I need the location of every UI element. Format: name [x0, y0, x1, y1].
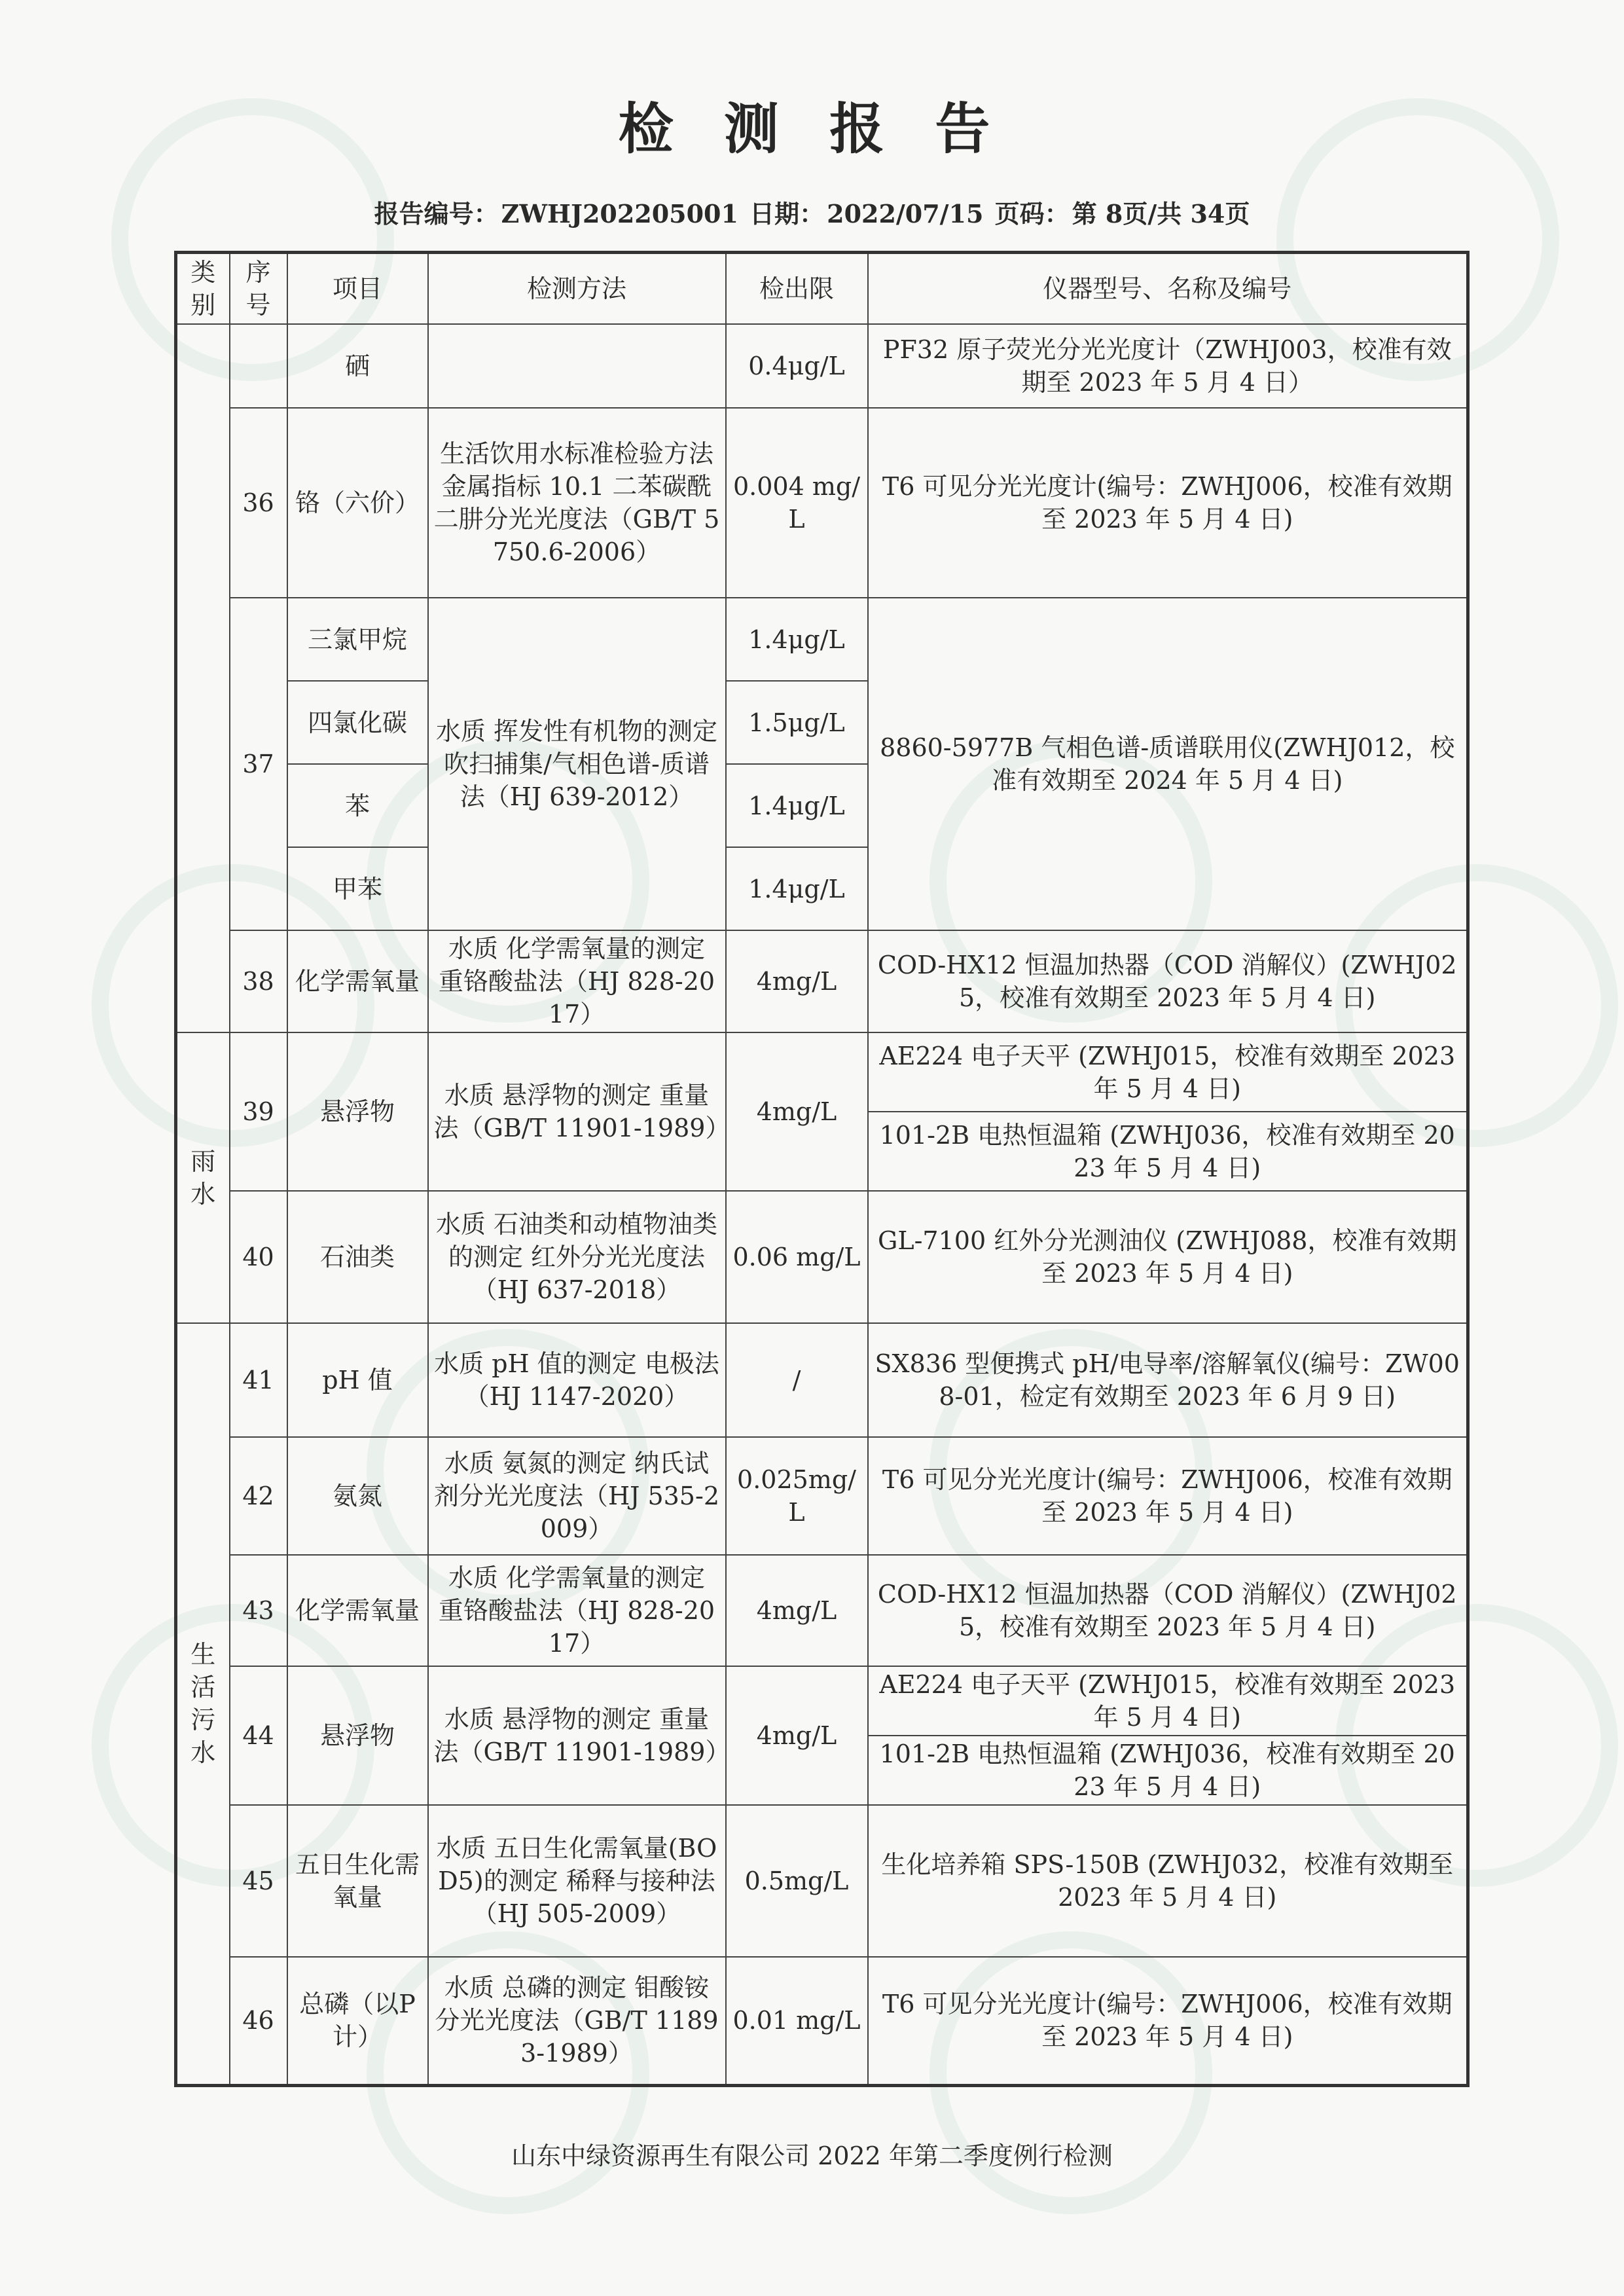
report-no-label: 报告编号：	[374, 199, 499, 228]
row-no: 38	[230, 930, 287, 1032]
table-row	[176, 1323, 1468, 1437]
header-item: 项目	[287, 253, 428, 325]
row-method: 水质 化学需氧量的测定 重铬酸盐法（HJ 828-2017）	[428, 930, 726, 1032]
row-no: 36	[230, 408, 287, 598]
row-limit: 1.4μg/L	[726, 598, 868, 681]
row-limit: 0.06 mg/L	[726, 1191, 868, 1323]
table-row	[176, 598, 1468, 681]
row-no: 41	[230, 1323, 287, 1437]
row-item: 硒	[287, 324, 428, 408]
category-label: 雨水	[176, 1032, 230, 1323]
row-limit: 4mg/L	[726, 930, 868, 1032]
row-instrument: 101-2B 电热恒温箱 (ZWHJ036，校准有效期至 2023 年 5 月 4 日)	[868, 1736, 1468, 1805]
row-instrument: COD-HX12 恒温加热器（COD 消解仪）(ZWHJ025，校准有效期至 2023 年 5 月 4 日)	[868, 930, 1468, 1032]
row-item: 总磷（以P 计）	[287, 1957, 428, 2085]
row-method: 水质 石油类和动植物油类的测定 红外分光光度法（HJ 637-2018）	[428, 1191, 726, 1323]
row-instrument: AE224 电子天平 (ZWHJ015，校准有效期至 2023 年 5 月 4 日)	[868, 1032, 1468, 1112]
row-limit: 0.025mg/L	[726, 1437, 868, 1555]
header-seq: 序号	[230, 253, 287, 325]
row-method: 水质 pH 值的测定 电极法（HJ 1147-2020）	[428, 1323, 726, 1437]
table-row	[176, 1666, 1468, 1736]
row-instrument: 101-2B 电热恒温箱 (ZWHJ036，校准有效期至 2023 年 5 月 4 日)	[868, 1112, 1468, 1191]
row-instrument: 8860-5977B 气相色谱-质谱联用仪(ZWHJ012，校准有效期至 2024 年 5 月 4 日)	[868, 598, 1468, 930]
row-item: 悬浮物	[287, 1032, 428, 1191]
row-no: 45	[230, 1805, 287, 1957]
row-item: 石油类	[287, 1191, 428, 1323]
table-row	[176, 1555, 1468, 1666]
row-item: 化学需氧量	[287, 1555, 428, 1666]
row-no: 44	[230, 1666, 287, 1805]
row-method: 水质 悬浮物的测定 重量法（GB/T 11901-1989）	[428, 1666, 726, 1805]
row-limit: 1.4μg/L	[726, 847, 868, 930]
table-row	[176, 324, 1468, 408]
header-limit: 检出限	[726, 253, 868, 325]
table-header-row	[176, 253, 1468, 325]
page-number: 第 8页/共 34页	[1072, 199, 1250, 228]
row-limit: /	[726, 1323, 868, 1437]
row-method: 水质 挥发性有机物的测定 吹扫捕集/气相色谱-质谱法（HJ 639-2012）	[428, 598, 726, 930]
table-row	[176, 1032, 1468, 1112]
row-item: 铬（六价）	[287, 408, 428, 598]
row-instrument: T6 可见分光光度计(编号：ZWHJ006，校准有效期至 2023 年 5 月 4 日)	[868, 1437, 1468, 1555]
row-instrument: SX836 型便携式 pH/电导率/溶解氧仪(编号：ZW008-01，检定有效期至 2023 年 6 月 9 日)	[868, 1323, 1468, 1437]
row-no: 39	[230, 1032, 287, 1191]
row-no: 40	[230, 1191, 287, 1323]
row-method: 水质 五日生化需氧量(BOD5)的测定 稀释与接种法（HJ 505-2009）	[428, 1805, 726, 1957]
row-instrument: T6 可见分光光度计(编号：ZWHJ006，校准有效期至 2023 年 5 月 4 日)	[868, 1957, 1468, 2085]
row-instrument: GL-7100 红外分光测油仪 (ZWHJ088，校准有效期至 2023 年 5 月 4 日)	[868, 1191, 1468, 1323]
row-limit: 4mg/L	[726, 1032, 868, 1191]
row-method: 水质 悬浮物的测定 重量法（GB/T 11901-1989）	[428, 1032, 726, 1191]
row-limit: 0.004 mg/L	[726, 408, 868, 598]
row-item: 三氯甲烷	[287, 598, 428, 681]
row-no	[230, 324, 287, 408]
category-cell	[176, 324, 230, 1032]
row-method: 水质 氨氮的测定 纳氏试剂分光光度法（HJ 535-2009）	[428, 1437, 726, 1555]
row-no: 46	[230, 1957, 287, 2085]
header-category: 类别	[176, 253, 230, 325]
page-footer: 山东中绿资源再生有限公司 2022 年第二季度例行检测	[511, 2141, 1113, 2170]
row-item: 氨氮	[287, 1437, 428, 1555]
row-item: 悬浮物	[287, 1666, 428, 1805]
report-no: ZWHJ202205001	[501, 199, 738, 228]
row-limit: 1.4μg/L	[726, 764, 868, 847]
table-row	[176, 408, 1468, 598]
row-item: 五日生化需氧量	[287, 1805, 428, 1957]
row-limit: 4mg/L	[726, 1666, 868, 1805]
report-date: 2022/07/15	[827, 199, 984, 228]
row-method: 生活饮用水标准检验方法 金属指标 10.1 二苯碳酰二肼分光光度法（GB/T 5750.6-2006）	[428, 408, 726, 598]
row-limit: 1.5μg/L	[726, 681, 868, 764]
table-row	[176, 1437, 1468, 1555]
date-label: 日期：	[749, 199, 825, 228]
header-instrument: 仪器型号、名称及编号	[868, 253, 1468, 325]
row-limit: 4mg/L	[726, 1555, 868, 1666]
row-instrument: 生化培养箱 SPS-150B (ZWHJ032，校准有效期至 2023 年 5 月 4 日)	[868, 1805, 1468, 1957]
row-item: 化学需氧量	[287, 930, 428, 1032]
table-row	[176, 1191, 1468, 1323]
row-no: 37	[230, 598, 287, 930]
row-method: 水质 总磷的测定 钼酸铵分光光度法（GB/T 11893-1989）	[428, 1957, 726, 2085]
report-meta	[0, 194, 1624, 230]
header-method: 检测方法	[428, 253, 726, 325]
test-method-table	[174, 251, 1470, 2087]
row-item: 苯	[287, 764, 428, 847]
row-item: 甲苯	[287, 847, 428, 930]
row-no: 43	[230, 1555, 287, 1666]
row-limit: 0.4μg/L	[726, 324, 868, 408]
row-method	[428, 324, 726, 408]
row-item: pH 值	[287, 1323, 428, 1437]
category-label: 生活污水	[176, 1323, 230, 2085]
table-row	[176, 1957, 1468, 2085]
row-method: 水质 化学需氧量的测定 重铬酸盐法（HJ 828-2017）	[428, 1555, 726, 1666]
table-row	[176, 930, 1468, 1032]
row-item: 四氯化碳	[287, 681, 428, 764]
row-no: 42	[230, 1437, 287, 1555]
row-limit: 0.5mg/L	[726, 1805, 868, 1957]
page-label: 页码：	[994, 199, 1070, 228]
row-limit: 0.01 mg/L	[726, 1957, 868, 2085]
row-instrument: T6 可见分光光度计(编号：ZWHJ006，校准有效期至 2023 年 5 月 4 日)	[868, 408, 1468, 598]
row-instrument: AE224 电子天平 (ZWHJ015，校准有效期至 2023 年 5 月 4 日)	[868, 1666, 1468, 1736]
page-title: 检 测 报 告	[618, 97, 1006, 161]
table-row	[176, 1805, 1468, 1957]
row-instrument: COD-HX12 恒温加热器（COD 消解仪）(ZWHJ025，校准有效期至 2023 年 5 月 4 日)	[868, 1555, 1468, 1666]
row-instrument: PF32 原子荧光分光光度计（ZWHJ003，校准有效期至 2023 年 5 月 4 日）	[868, 324, 1468, 408]
